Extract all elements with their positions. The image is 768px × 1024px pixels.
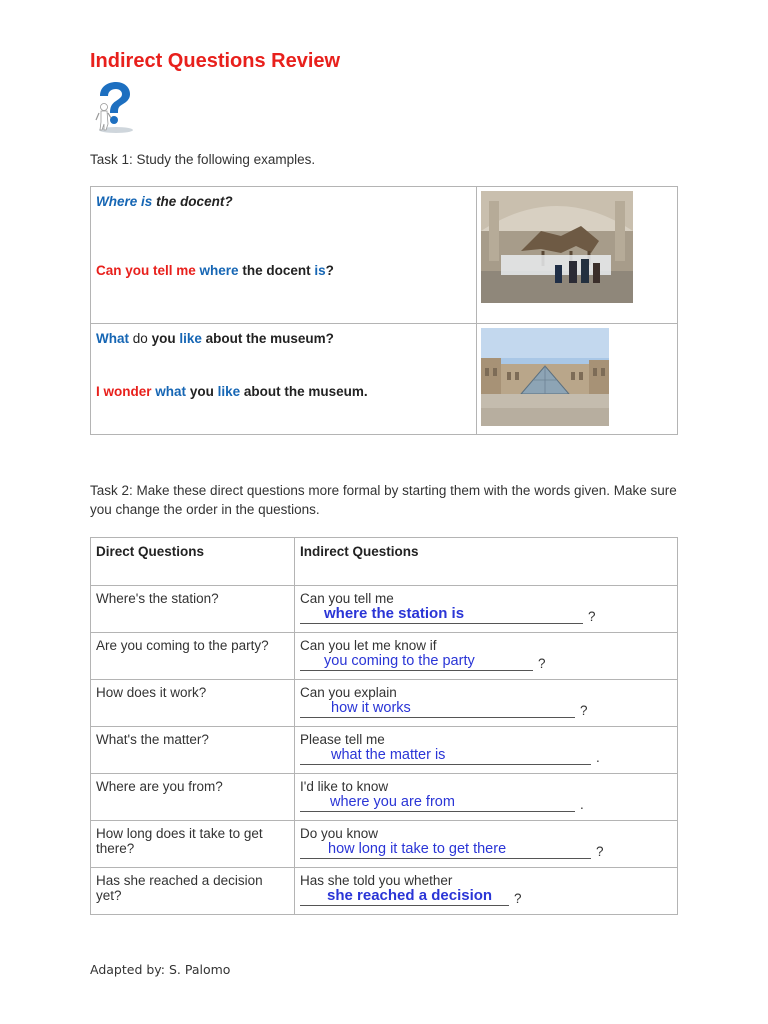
indirect-prompt: Can you let me know if [300, 638, 437, 653]
answer-text: where the station is [324, 605, 465, 622]
task2-instruction: Task 2: Make these direct questions more formal by starting them with the words given. Make sure you change the order in the questions. [90, 483, 677, 517]
direct-question: What's the matter? [91, 727, 295, 774]
answer-text: how it works [331, 700, 411, 716]
table-row: How does it work? Can you explain how it works ? [91, 680, 678, 727]
answer-text: she reached a decision [327, 887, 493, 904]
answer-blank[interactable] [300, 795, 575, 812]
answer-text: you coming to the party [324, 653, 475, 669]
answer-text: what the matter is [331, 747, 446, 763]
footer-credit: Adapted by: S. Palomo [90, 962, 231, 977]
exercise-table [90, 537, 678, 915]
indirect-prompt: Has she told you whether [300, 873, 453, 888]
task1-instruction: Task 1: Study the following examples. [90, 152, 316, 167]
question-mark-figure-icon [90, 80, 136, 134]
answer-blank[interactable] [300, 748, 591, 765]
museum-hall-photo [481, 191, 633, 303]
example-row [91, 324, 678, 435]
answer-blank[interactable] [300, 654, 533, 671]
direct-question-example: Where is the docent? [96, 194, 233, 209]
indirect-prompt: Can you explain [300, 685, 397, 700]
table-row: Where are you from? I'd like to know where you are from . [91, 774, 678, 821]
indirect-prompt: Do you know [300, 826, 379, 841]
direct-question: Has she reached a decision yet? [91, 868, 295, 915]
answer-blank[interactable] [300, 701, 575, 718]
example-row [91, 187, 678, 324]
table-row: How long does it take to get there? Do you know how long it take to get there ? [91, 821, 678, 868]
answer-blank[interactable] [300, 607, 583, 624]
page-title: Indirect Questions Review [90, 50, 341, 72]
direct-question-example: What do you like about the museum? [96, 331, 334, 346]
table-header-row [91, 538, 678, 586]
direct-question: Are you coming to the party? [91, 633, 295, 680]
answer-text: where you are from [330, 794, 455, 810]
indirect-prompt: I'd like to know [300, 779, 389, 794]
answer-blank[interactable] [300, 842, 591, 859]
table-row: Where's the station? Can you tell me where the station is ? [91, 586, 678, 633]
direct-question: How does it work? [91, 680, 295, 727]
direct-question: Where are you from? [91, 774, 295, 821]
examples-table [90, 186, 678, 435]
indirect-prompt: Can you tell me [300, 591, 394, 606]
table-row: Has she reached a decision yet? Has she told you whether she reached a decision ? [91, 868, 678, 915]
answer-text: how long it take to get there [328, 841, 507, 857]
indirect-question-example: I wonder what you like about the museum. [96, 384, 368, 399]
louvre-pyramid-photo [481, 328, 609, 426]
table-row: Are you coming to the party? Can you let me know if you coming to the party ? [91, 633, 678, 680]
indirect-prompt: Please tell me [300, 732, 385, 747]
table-row: What's the matter? Please tell me what the matter is . [91, 727, 678, 774]
direct-question: How long does it take to get there? [91, 821, 295, 868]
column-header-indirect: Indirect Questions [295, 538, 678, 586]
answer-blank[interactable] [300, 889, 509, 906]
column-header-direct: Direct Questions [91, 538, 295, 586]
indirect-question-example: Can you tell me where the docent is? [96, 263, 334, 278]
direct-question: Where's the station? [91, 586, 295, 633]
